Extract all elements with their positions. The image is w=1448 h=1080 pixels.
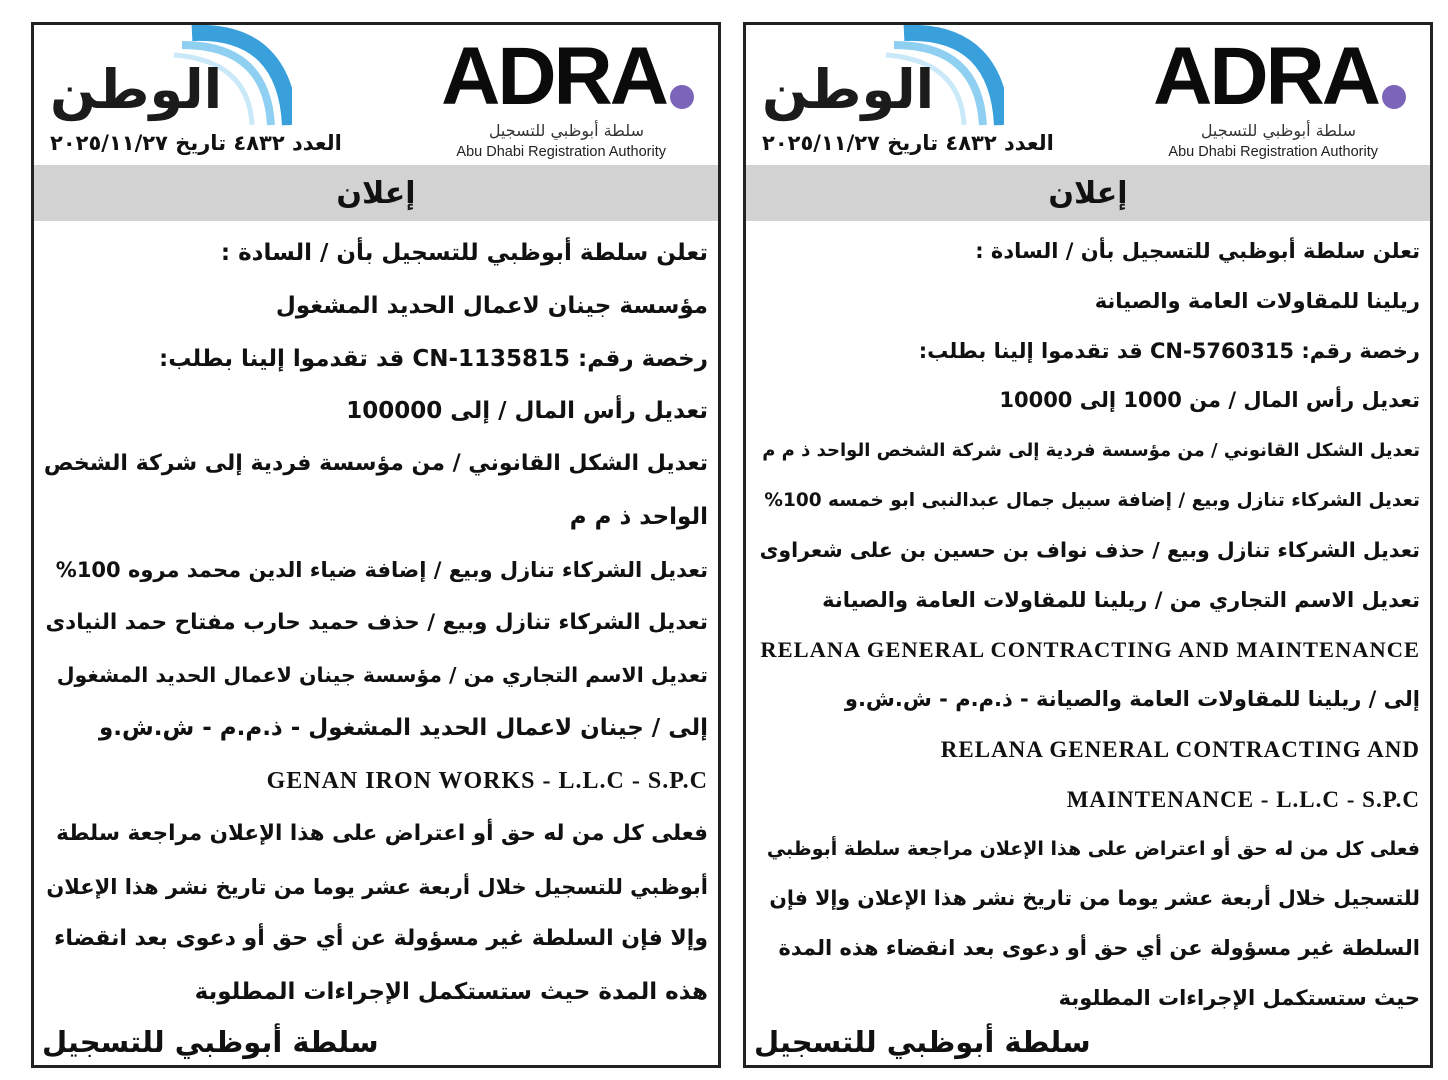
notice-line: تعديل رأس المال / من 1000 إلى 10000	[999, 388, 1420, 413]
notice-line: أبوظبي للتسجيل خلال أربعة عشر يوما من تاريخ نشر هذا الإعلان	[46, 874, 708, 899]
notice-header	[34, 25, 718, 165]
notice-line-english: GENAN IRON WORKS - L.L.C - S.P.C	[266, 767, 708, 794]
issue-date-line: العدد ٤٨٣٢ تاريخ ٢٠٢٥/١١/٢٧	[762, 131, 1054, 155]
adra-dot-icon	[1382, 85, 1406, 109]
issue-date-line: العدد ٤٨٣٢ تاريخ ٢٠٢٥/١١/٢٧	[50, 131, 342, 155]
notice-title-bar	[746, 165, 1430, 221]
adra-english-name: Abu Dhabi Registration Authority	[456, 144, 666, 160]
notice-line: حيث ستستكمل الإجراءات المطلوبة	[1058, 985, 1420, 1010]
notice-line: السلطة غير مسؤولة عن أي حق أو دعوى بعد انقضاء هذه المدة	[778, 936, 1420, 961]
notice-signature: سلطة أبوظبي للتسجيل	[42, 1025, 379, 1059]
watan-logo-text: الوطن	[50, 58, 223, 121]
notice-line: رخصة رقم: CN-5760315 قد تقدموا إلينا بطلب:	[918, 338, 1420, 363]
notice-line: تعديل الاسم التجاري من / ريلينا للمقاولات العامة والصيانة	[822, 587, 1420, 612]
notice-line: للتسجيل خلال أربعة عشر يوما من تاريخ نشر هذا الإعلان وإلا فإن	[769, 886, 1420, 911]
notice-line: تعديل الشركاء تنازل وبيع / إضافة سبيل جمال عبدالنبى ابو خمسه 100%	[764, 489, 1420, 511]
alwatan-logo	[754, 25, 1004, 130]
notice-title-bar	[34, 165, 718, 221]
notice-title: إعلان	[1048, 175, 1128, 211]
adra-logo	[416, 31, 696, 161]
notice-signature: سلطة أبوظبي للتسجيل	[754, 1025, 1091, 1059]
alwatan-logo	[42, 25, 292, 130]
adra-arabic-name: سلطة أبوظبي للتسجيل	[1200, 121, 1356, 140]
notice-line: مؤسسة جينان لاعمال الحديد المشغول	[275, 292, 708, 319]
notice-line: هذه المدة حيث ستستكمل الإجراءات المطلوبة	[194, 979, 708, 1006]
notice-line-english: RELANA GENERAL CONTRACTING AND MAINTENANCE	[760, 637, 1420, 663]
notice-line: ريلينا للمقاولات العامة والصيانة	[1094, 288, 1420, 313]
adra-logo	[1128, 31, 1408, 161]
notice-line: تعديل الشركاء تنازل وبيع / حذف حميد حارب مفتاح حمد النيادى	[45, 609, 708, 635]
notice-line: فعلى كل من له حق أو اعتراض على هذا الإعلان مراجعة سلطة	[56, 820, 708, 846]
notice-body	[746, 221, 1430, 1024]
notice-header	[746, 25, 1430, 165]
notice-line: إلى / جينان لاعمال الحديد المشغول - ذ.م.م - ش.ش.و	[98, 715, 708, 742]
notice-title: إعلان	[336, 175, 416, 211]
adra-arabic-name: سلطة أبوظبي للتسجيل	[488, 121, 644, 140]
adra-dot-icon	[670, 85, 694, 109]
notice-line: تعديل الشركاء تنازل وبيع / إضافة ضياء الدين محمد مروه 100%	[55, 557, 708, 582]
notice-line: وإلا فإن السلطة غير مسؤولة عن أي حق أو دعوى بعد انقضاء	[54, 926, 708, 952]
adra-wordmark: ADRA	[441, 31, 666, 122]
adra-english-name: Abu Dhabi Registration Authority	[1168, 144, 1378, 160]
notice-body	[34, 221, 718, 1019]
notice-line-english: RELANA GENERAL CONTRACTING AND	[940, 736, 1420, 762]
notice-line: فعلى كل من له حق أو اعتراض على هذا الإعلان مراجعة سلطة أبوظبي	[766, 837, 1420, 860]
notice-line: تعلن سلطة أبوظبي للتسجيل بأن / السادة :	[220, 240, 708, 266]
notice-line: تعلن سلطة أبوظبي للتسجيل بأن / السادة :	[975, 239, 1420, 263]
notice-right	[743, 22, 1433, 1068]
notice-line: تعديل الشركاء تنازل وبيع / حذف نواف بن حسين بن على شعراوى	[759, 537, 1420, 562]
notice-line: الواحد ذ م م	[569, 503, 708, 530]
notice-line: إلى / ريلينا للمقاولات العامة والصيانة - ذ.م.م - ش.ش.و	[844, 687, 1420, 712]
notice-line: تعديل الشكل القانوني / من مؤسسة فردية إلى شركة الشخص الواحد ذ م م	[762, 440, 1420, 462]
notice-line: تعديل الشكل القانوني / من مؤسسة فردية إلى شركة الشخص	[43, 451, 708, 477]
watan-logo-text: الوطن	[762, 58, 935, 121]
adra-wordmark: ADRA	[1153, 31, 1378, 122]
notice-left	[31, 22, 721, 1068]
notice-line-english: MAINTENANCE - L.L.C - S.P.C	[1066, 786, 1420, 812]
notice-line: تعديل الاسم التجاري من / مؤسسة جينان لاعمال الحديد المشغول	[56, 663, 708, 688]
notice-line: رخصة رقم: CN-1135815 قد تقدموا إلينا بطلب:	[159, 345, 708, 372]
notice-line: تعديل رأس المال / إلى 100000	[346, 398, 708, 425]
